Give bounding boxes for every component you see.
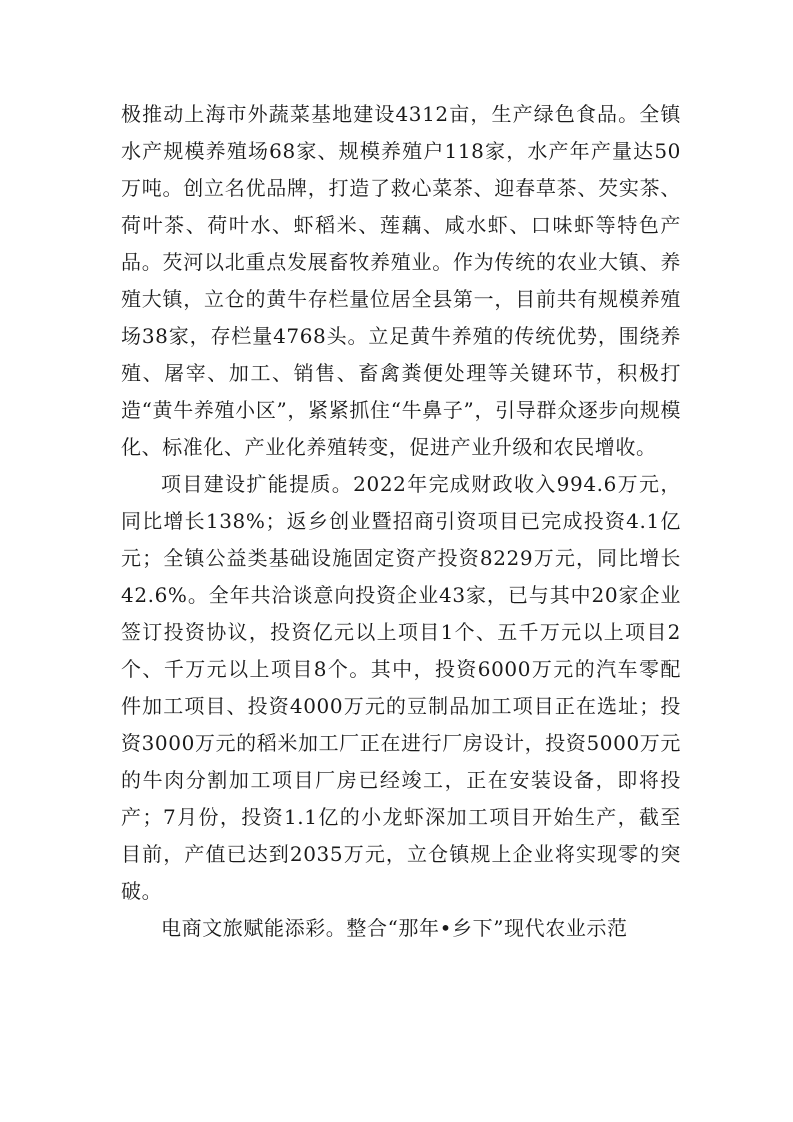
paragraph-project-construction: 项目建设扩能提质。2022年完成财政收入994.6万元，同比增长138%；返乡创业暨招商引资项目已完成投资4.1亿元；全镇公益类基础设施固定资产投资8229万元，同比增长42.6%。全年共洽谈意向投资企业43家，已与其中20家企业签订投资协议，投资亿元以上项目1个、五千万元以上项目2个、千万元以上项目8个。其中，投资6000万元的汽车零配件加工项目、投资4000万元的豆制品加工项目正在选址；投资3000万元的稻米加工厂正在进行厂房设计，投资5000万元的牛肉分割加工项目厂房已经竣工，正在安装设备，即将投产；7月份，投资1.1亿的小龙虾深加工项目开始生产，截至目前，产值已达到2035万元，立仓镇规上企业将实现零的突破。 (121, 472, 681, 903)
paragraph-agriculture: 极推动上海市外蔬菜基地建设4312亩，生产绿色食品。全镇水产规模养殖场68家、规模养殖户118家，水产年产量达50万吨。创立名优品牌，打造了救心菜茶、迎春草茶、芡实茶、荷叶茶、荷叶水、虾稻米、莲藕、咸水虾、口味虾等特色产品。芡河以北重点发展畜牧养殖业。作为传统的农业大镇、养殖大镇，立仓的黄牛存栏量位居全县第一，目前共有规模养殖场38家，存栏量4768头。立足黄牛养殖的传统优势，围绕养殖、屠宰、加工、销售、畜禽粪便处理等关键环节，积极打造“黄牛养殖小区”，紧紧抓住“牛鼻子”，引导群众逐步向规模化、标准化、产业化养殖转变，促进产业升级和农民增收。 (121, 102, 681, 459)
document-body (121, 96, 681, 947)
paragraph-ecommerce-tourism: 电商文旅赋能添彩。整合“那年•乡下”现代农业示范 (161, 916, 628, 940)
